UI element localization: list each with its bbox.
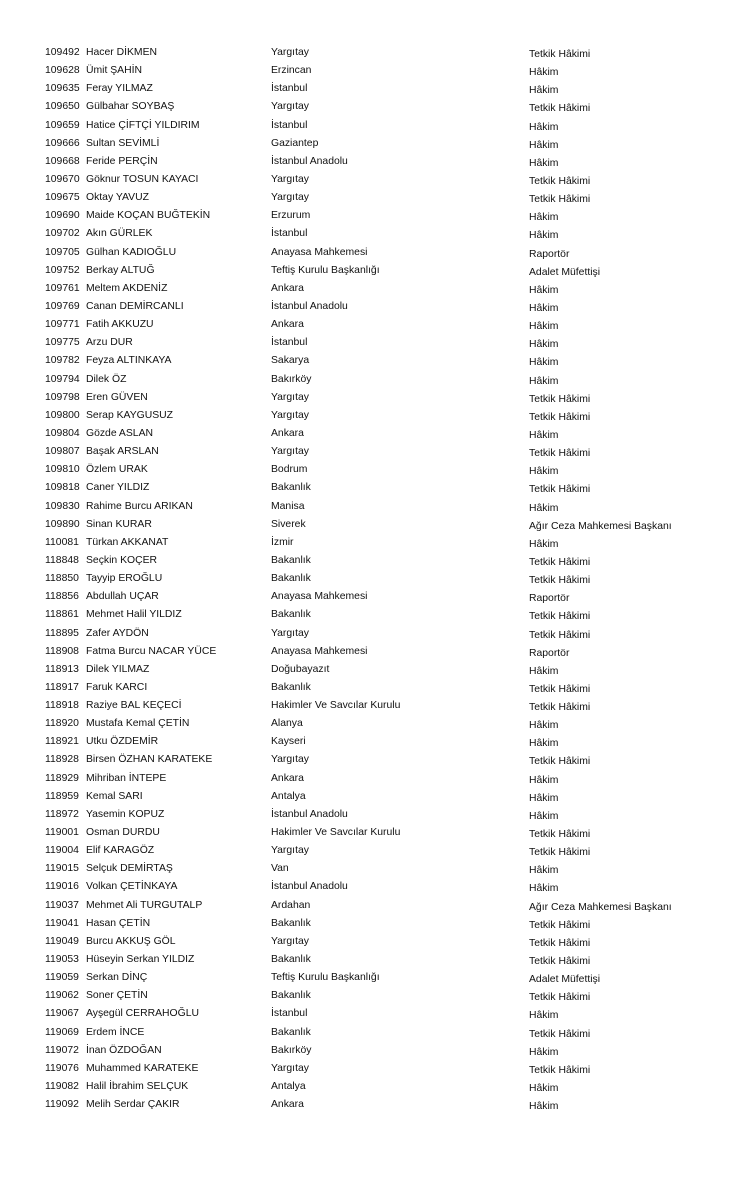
person-name: Mehmet Halil YILDIZ	[86, 609, 182, 621]
registry-number: 118895	[45, 627, 79, 639]
registry-number: 109761	[45, 282, 80, 294]
person-name: Meltem AKDENİZ	[86, 282, 168, 294]
list-row	[0, 117, 746, 135]
person-name: Mihriban İNTEPE	[86, 772, 167, 784]
person-name: Soner ÇETİN	[86, 990, 148, 1002]
list-row	[0, 679, 746, 697]
list-row	[0, 715, 746, 733]
person-name: İnan ÖZDOĞAN	[86, 1044, 162, 1056]
person-name: Özlem URAK	[86, 464, 148, 476]
registry-number: 109492	[45, 47, 80, 58]
registry-number: 118918	[45, 700, 79, 712]
person-name: Hüseyin Serkan YILDIZ	[86, 954, 195, 966]
registry-number: 109670	[45, 173, 80, 185]
registry-number: 119037	[45, 899, 79, 911]
registry-number: 119041	[45, 917, 79, 929]
list-row	[0, 969, 746, 987]
registry-number: 118861	[45, 609, 79, 621]
person-name: Fatih AKKUZU	[86, 319, 154, 331]
registry-number: 119072	[45, 1044, 79, 1056]
person-name: Dilek YILMAZ	[86, 663, 150, 675]
job-title: Hâkim	[529, 1010, 559, 1022]
person-name: Feyza ALTINKAYA	[86, 355, 172, 367]
personnel-list	[0, 44, 746, 1114]
job-title: Tetkik Hâkimi	[529, 756, 591, 768]
workplace: Yargıtay	[271, 192, 309, 204]
workplace: Bakanlık	[271, 482, 311, 494]
workplace: Yargıtay	[271, 409, 309, 421]
list-row	[0, 1096, 746, 1114]
list-row	[0, 479, 746, 497]
list-row	[0, 516, 746, 534]
person-name: Hatice ÇİFTÇİ YILDIRIM	[86, 119, 200, 131]
workplace: Hakimler Ve Savcılar Kurulu	[271, 700, 401, 712]
person-name: Feray YILMAZ	[86, 83, 153, 95]
job-title: Tetkik Hâkimi	[529, 611, 591, 623]
registry-number: 109628	[45, 65, 80, 77]
person-name: Fatma Burcu NACAR YÜCE	[86, 645, 217, 657]
list-row	[0, 62, 746, 80]
list-row	[0, 552, 746, 570]
list-row	[0, 280, 746, 298]
person-name: Canan DEMİRCANLI	[86, 300, 184, 312]
person-name: Eren GÜVEN	[86, 391, 148, 403]
registry-number: 118850	[45, 573, 79, 585]
person-name: Raziye BAL KEÇECİ	[86, 700, 182, 712]
person-name: Sinan KURAR	[86, 518, 152, 530]
job-title: Hâkim	[529, 1046, 559, 1058]
workplace: Hakimler Ve Savcılar Kurulu	[271, 827, 401, 839]
list-row	[0, 135, 746, 153]
list-row	[0, 461, 746, 479]
registry-number: 109798	[45, 391, 80, 403]
workplace: Yargıtay	[271, 754, 309, 766]
job-title: Hâkim	[529, 502, 559, 514]
workplace: İstanbul	[271, 1008, 308, 1020]
job-title: Hâkim	[529, 865, 559, 877]
list-row	[0, 225, 746, 243]
registry-number: 109769	[45, 300, 80, 312]
person-name: Akın GÜRLEK	[86, 228, 153, 240]
list-row	[0, 534, 746, 552]
person-name: Halil İbrahim SELÇUK	[86, 1081, 189, 1093]
person-name: Ayşegül CERRAHOĞLU	[86, 1008, 199, 1020]
registry-number: 118921	[45, 736, 79, 748]
registry-number: 119062	[45, 990, 79, 1002]
registry-number: 118917	[45, 681, 79, 693]
job-title: Hâkim	[529, 139, 559, 151]
registry-number: 109800	[45, 409, 80, 421]
workplace: Kayseri	[271, 736, 306, 748]
workplace: Bakanlık	[271, 681, 311, 693]
workplace: Yargıtay	[271, 101, 309, 113]
workplace: Bakanlık	[271, 573, 311, 585]
job-title: Tetkik Hâkimi	[529, 629, 591, 641]
list-row	[0, 625, 746, 643]
person-name: Dilek ÖZ	[86, 373, 127, 385]
person-name: Utku ÖZDEMİR	[86, 736, 159, 748]
job-title: Raportör	[529, 647, 570, 659]
person-name: Melih Serdar ÇAKIR	[86, 1099, 180, 1111]
workplace: Erzurum	[271, 210, 311, 222]
workplace: İstanbul	[271, 83, 308, 95]
list-row	[0, 98, 746, 116]
job-title: Tetkik Hâkimi	[529, 847, 591, 859]
person-name: Gülbahar SOYBAŞ	[86, 101, 175, 113]
workplace: Bakanlık	[271, 1026, 311, 1038]
workplace: Manisa	[271, 500, 305, 512]
workplace: Teftiş Kurulu Başkanlığı	[271, 972, 380, 984]
person-name: Burcu AKKUŞ GÖL	[86, 935, 176, 947]
list-row	[0, 389, 746, 407]
list-row	[0, 244, 746, 262]
person-name: Berkay ALTUĞ	[86, 264, 155, 276]
job-title: Tetkik Hâkimi	[529, 393, 591, 405]
job-title: Tetkik Hâkimi	[529, 956, 591, 968]
registry-number: 109804	[45, 427, 80, 439]
job-title: Tetkik Hâkimi	[529, 556, 591, 568]
person-name: Seçkin KOÇER	[86, 554, 158, 566]
job-title: Hâkim	[529, 375, 559, 387]
registry-number: 118856	[45, 591, 79, 603]
job-title: Hâkim	[529, 85, 559, 97]
registry-number: 118972	[45, 808, 79, 820]
registry-number: 118929	[45, 772, 79, 784]
workplace: Bakanlık	[271, 917, 311, 929]
registry-number: 109690	[45, 210, 80, 222]
list-row	[0, 788, 746, 806]
list-row	[0, 697, 746, 715]
workplace: Anayasa Mahkemesi	[271, 591, 368, 603]
job-title: Tetkik Hâkimi	[529, 1064, 591, 1076]
person-name: Arzu DUR	[86, 337, 133, 349]
list-row	[0, 316, 746, 334]
job-title: Hâkim	[529, 1083, 559, 1095]
job-title: Hâkim	[529, 321, 559, 333]
job-title: Tetkik Hâkimi	[529, 683, 591, 695]
list-row	[0, 80, 746, 98]
registry-number: 118913	[45, 663, 79, 675]
workplace: Bakırköy	[271, 1044, 312, 1056]
workplace: Bakanlık	[271, 990, 311, 1002]
person-name: Volkan ÇETİNKAYA	[86, 881, 178, 893]
job-title: Adalet Müfettişi	[529, 266, 601, 278]
registry-number: 118928	[45, 754, 79, 766]
list-row	[0, 443, 746, 461]
job-title: Ağır Ceza Mahkemesi Başkanı	[529, 901, 672, 913]
workplace: Yargıtay	[271, 935, 309, 947]
list-row	[0, 371, 746, 389]
workplace: Ankara	[271, 1099, 304, 1111]
job-title: Tetkik Hâkimi	[529, 702, 591, 714]
job-title: Hâkim	[529, 357, 559, 369]
workplace: Erzincan	[271, 65, 312, 77]
person-name: Türkan AKKANAT	[86, 536, 169, 548]
person-name: Faruk KARCI	[86, 681, 148, 693]
registry-number: 118959	[45, 790, 79, 802]
registry-number: 109650	[45, 101, 80, 113]
registry-number: 109810	[45, 464, 80, 476]
list-row	[0, 44, 746, 62]
list-row	[0, 878, 746, 896]
person-name: Hasan ÇETİN	[86, 917, 151, 929]
person-name: Kemal SARI	[86, 790, 143, 802]
person-name: Başak ARSLAN	[86, 446, 159, 458]
list-row	[0, 171, 746, 189]
workplace: Van	[271, 863, 289, 875]
job-title: Adalet Müfettişi	[529, 974, 601, 986]
workplace: Alanya	[271, 718, 303, 730]
job-title: Hâkim	[529, 284, 559, 296]
workplace: Siverek	[271, 518, 306, 530]
registry-number: 119049	[45, 935, 79, 947]
person-name: Oktay YAVUZ	[86, 192, 149, 204]
list-row	[0, 661, 746, 679]
registry-number: 109675	[45, 192, 80, 204]
workplace: Antalya	[271, 1081, 306, 1093]
job-title: Hâkim	[529, 157, 559, 169]
list-row	[0, 1024, 746, 1042]
registry-number: 118908	[45, 645, 79, 657]
workplace: Gaziantep	[271, 137, 319, 149]
registry-number: 109830	[45, 500, 80, 512]
person-name: Erdem İNCE	[86, 1026, 145, 1038]
job-title: Tetkik Hâkimi	[529, 411, 591, 423]
list-row	[0, 824, 746, 842]
registry-number: 109635	[45, 83, 80, 95]
registry-number: 109794	[45, 373, 80, 385]
list-row	[0, 897, 746, 915]
workplace: Ankara	[271, 319, 304, 331]
workplace: Ankara	[271, 282, 304, 294]
workplace: İstanbul	[271, 119, 308, 131]
workplace: Bakanlık	[271, 954, 311, 966]
person-name: Serkan DİNÇ	[86, 972, 148, 984]
list-row	[0, 498, 746, 516]
list-row	[0, 842, 746, 860]
list-row	[0, 806, 746, 824]
workplace: Sakarya	[271, 355, 310, 367]
workplace: Bakanlık	[271, 554, 311, 566]
list-row	[0, 987, 746, 1005]
job-title: Hâkim	[529, 738, 559, 750]
job-title: Raportör	[529, 593, 570, 605]
job-title: Hâkim	[529, 230, 559, 242]
person-name: Göknur TOSUN KAYACI	[86, 173, 199, 185]
registry-number: 109666	[45, 137, 80, 149]
registry-number: 109775	[45, 337, 80, 349]
list-row	[0, 588, 746, 606]
registry-number: 118848	[45, 554, 79, 566]
workplace: İstanbul Anadolu	[271, 300, 348, 312]
person-name: Abdullah UÇAR	[86, 591, 159, 603]
list-row	[0, 643, 746, 661]
person-name: Sultan SEVİMLİ	[86, 137, 160, 149]
list-row	[0, 733, 746, 751]
list-row	[0, 1078, 746, 1096]
list-row	[0, 770, 746, 788]
registry-number: 119015	[45, 863, 79, 875]
job-title: Tetkik Hâkimi	[529, 1028, 591, 1040]
job-title: Tetkik Hâkimi	[529, 49, 591, 60]
list-row	[0, 189, 746, 207]
list-row	[0, 915, 746, 933]
workplace: Antalya	[271, 790, 306, 802]
registry-number: 109818	[45, 482, 80, 494]
person-name: Feride PERÇİN	[86, 155, 158, 167]
job-title: Tetkik Hâkimi	[529, 575, 591, 587]
person-name: Hacer DİKMEN	[86, 47, 158, 58]
job-title: Tetkik Hâkimi	[529, 919, 591, 931]
workplace: Teftiş Kurulu Başkanlığı	[271, 264, 380, 276]
workplace: Doğubayazıt	[271, 663, 330, 675]
workplace: Yargıtay	[271, 627, 309, 639]
job-title: Hâkim	[529, 466, 559, 478]
job-title: Hâkim	[529, 810, 559, 822]
job-title: Raportör	[529, 248, 570, 260]
list-row	[0, 207, 746, 225]
person-name: Mehmet Ali TURGUTALP	[86, 899, 203, 911]
job-title: Tetkik Hâkimi	[529, 937, 591, 949]
job-title: Hâkim	[529, 212, 559, 224]
registry-number: 109771	[45, 319, 80, 331]
job-title: Tetkik Hâkimi	[529, 175, 591, 187]
registry-number: 119069	[45, 1026, 79, 1038]
registry-number: 109668	[45, 155, 80, 167]
list-row	[0, 262, 746, 280]
person-name: Yasemin KOPUZ	[86, 808, 165, 820]
workplace: Yargıtay	[271, 47, 309, 58]
registry-number: 119092	[45, 1099, 79, 1111]
workplace: Ankara	[271, 427, 304, 439]
workplace: Bodrum	[271, 464, 308, 476]
job-title: Tetkik Hâkimi	[529, 992, 591, 1004]
list-row	[0, 334, 746, 352]
workplace: Yargıtay	[271, 173, 309, 185]
job-title: Hâkim	[529, 429, 559, 441]
workplace: Ardahan	[271, 899, 311, 911]
list-row	[0, 951, 746, 969]
person-name: Gülhan KADIOĞLU	[86, 246, 177, 258]
workplace: Ankara	[271, 772, 304, 784]
job-title: Tetkik Hâkimi	[529, 829, 591, 841]
registry-number: 119076	[45, 1062, 79, 1074]
registry-number: 109752	[45, 264, 80, 276]
person-name: Elif KARAGÖZ	[86, 845, 155, 857]
workplace: İstanbul	[271, 337, 308, 349]
registry-number: 118920	[45, 718, 79, 730]
list-row	[0, 751, 746, 769]
person-name: Mustafa Kemal ÇETİN	[86, 718, 190, 730]
person-name: Selçuk DEMİRTAŞ	[86, 863, 173, 875]
registry-number: 119001	[45, 827, 79, 839]
workplace: Yargıtay	[271, 391, 309, 403]
person-name: Gözde ASLAN	[86, 427, 154, 439]
workplace: Anayasa Mahkemesi	[271, 645, 368, 657]
list-row	[0, 570, 746, 588]
registry-number: 109659	[45, 119, 80, 131]
job-title: Hâkim	[529, 339, 559, 351]
list-row	[0, 933, 746, 951]
person-name: Zafer AYDÖN	[86, 627, 149, 639]
list-row	[0, 153, 746, 171]
list-row	[0, 1060, 746, 1078]
job-title: Hâkim	[529, 302, 559, 314]
workplace: Bakanlık	[271, 609, 311, 621]
job-title: Hâkim	[529, 792, 559, 804]
registry-number: 119016	[45, 881, 79, 893]
workplace: Anayasa Mahkemesi	[271, 246, 368, 258]
job-title: Hâkim	[529, 883, 559, 895]
registry-number: 109890	[45, 518, 80, 530]
workplace: İstanbul Anadolu	[271, 881, 348, 893]
list-row	[0, 606, 746, 624]
list-row	[0, 1042, 746, 1060]
list-row	[0, 298, 746, 316]
person-name: Muhammed KARATEKE	[86, 1062, 199, 1074]
person-name: Tayyip EROĞLU	[86, 573, 163, 585]
registry-number: 109782	[45, 355, 80, 367]
person-name: Caner YILDIZ	[86, 482, 150, 494]
person-name: Ümit ŞAHİN	[86, 65, 142, 77]
workplace: Bakırköy	[271, 373, 312, 385]
person-name: Rahime Burcu ARIKAN	[86, 500, 193, 512]
job-title: Hâkim	[529, 121, 559, 133]
workplace: İstanbul Anadolu	[271, 155, 348, 167]
job-title: Tetkik Hâkimi	[529, 484, 591, 496]
list-row	[0, 425, 746, 443]
job-title: Tetkik Hâkimi	[529, 103, 591, 115]
job-title: Hâkim	[529, 774, 559, 786]
job-title: Hâkim	[529, 1101, 559, 1113]
registry-number: 119004	[45, 845, 79, 857]
registry-number: 119067	[45, 1008, 79, 1020]
workplace: İzmir	[271, 536, 294, 548]
list-row	[0, 860, 746, 878]
workplace: Yargıtay	[271, 1062, 309, 1074]
registry-number: 119053	[45, 954, 79, 966]
person-name: Osman DURDU	[86, 827, 160, 839]
registry-number: 110081	[45, 536, 79, 548]
registry-number: 119082	[45, 1081, 79, 1093]
job-title: Hâkim	[529, 538, 559, 550]
list-row	[0, 407, 746, 425]
person-name: Serap KAYGUSUZ	[86, 409, 174, 421]
person-name: Maide KOÇAN BUĞTEKİN	[86, 210, 211, 222]
registry-number: 109705	[45, 246, 80, 258]
workplace: Yargıtay	[271, 845, 309, 857]
job-title: Ağır Ceza Mahkemesi Başkanı	[529, 520, 672, 532]
person-name: Birsen ÖZHAN KARATEKE	[86, 754, 213, 766]
job-title: Hâkim	[529, 665, 559, 677]
job-title: Tetkik Hâkimi	[529, 448, 591, 460]
registry-number: 119059	[45, 972, 79, 984]
registry-number: 109702	[45, 228, 80, 240]
list-row	[0, 1005, 746, 1023]
job-title: Hâkim	[529, 67, 559, 79]
job-title: Hâkim	[529, 720, 559, 732]
list-row	[0, 352, 746, 370]
job-title: Tetkik Hâkimi	[529, 194, 591, 206]
workplace: İstanbul	[271, 228, 308, 240]
workplace: İstanbul Anadolu	[271, 808, 348, 820]
workplace: Yargıtay	[271, 446, 309, 458]
registry-number: 109807	[45, 446, 80, 458]
